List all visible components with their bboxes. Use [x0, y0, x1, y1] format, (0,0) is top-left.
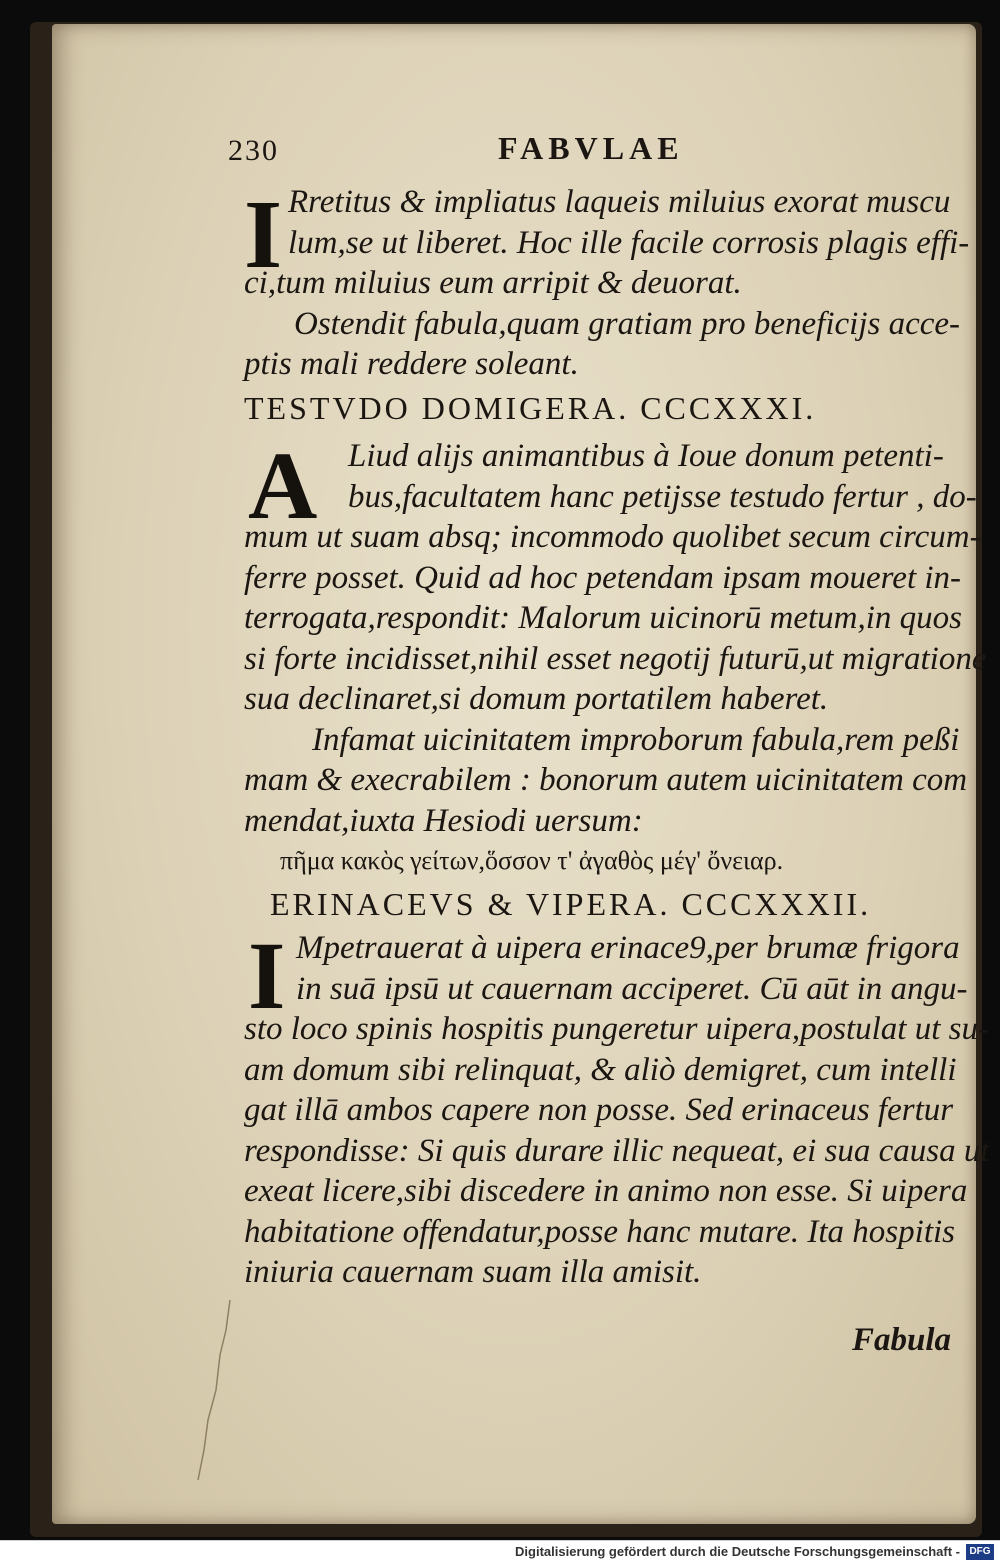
fable2-line: Liud alijs animantibus à Ioue donum petenti- [348, 438, 944, 474]
fable2-line: si forte incidisset,nihil esset negotij futurū,ut migratione [244, 640, 987, 677]
fable2-line: terrogata,respondit: Malorum uicinorū metum,in quos [244, 600, 963, 636]
dropcap-fable3: I [248, 922, 286, 1029]
fable3-line: iniuria cauernam suam illa amisit. [244, 1254, 702, 1290]
fable2-text [348, 436, 977, 517]
greek-verse: πῆμα κακὸς γείτων,ὅσσον τ' ἀγαθὸς μέγ' ὄνειαρ. [280, 846, 784, 875]
catchword: Fabula [852, 1322, 952, 1358]
fable1-moral-line: Ostendit fabula,quam gratiam pro beneficijs acce- [294, 305, 961, 342]
fable1-line: ci,tum miluius eum arripit & deuorat. [244, 265, 742, 301]
footer-credit: Digitalisierung gefördert durch die Deutsche Forschungsgemeinschaft - [515, 1544, 960, 1559]
fable2-line: mum ut suam absq; incommodo quolibet secum circum- [244, 519, 981, 555]
fable2-moral-line: mendat,iuxta Hesiodi uersum: [244, 802, 643, 839]
fable3-text [296, 928, 968, 1009]
fable2-line: ferre posset. Quid ad hoc petendam ipsam moueret in- [244, 559, 962, 596]
dfg-logo-icon: DFG [966, 1544, 994, 1560]
fable2-moral-line: Infamat uicinitatem improborum fabula,rem peßi [312, 721, 960, 758]
fable3-text-cont [244, 1009, 989, 1293]
dropcap-fable2: A [248, 432, 318, 539]
fable3-line: am domum sibi relinquat, & aliò demigret, cum intelli [244, 1051, 957, 1088]
fable3-line: respondisse: Si quis durare illic nequeat, ei sua causa ut [244, 1132, 990, 1169]
fable3-line: Mpetrauerat à uipera erinace9,per brumæ frigora [296, 930, 960, 966]
fable3-line: in suā ipsū ut cauernam acciperet. Cū aūt in angu- [296, 970, 968, 1007]
fable2-line: bus,facultatem hanc petijsse testudo fertur , do- [348, 478, 977, 515]
fable1-line: Rretitus & impliatus laqueis miluius exorat muscu [288, 184, 951, 220]
fable1-moral-line: ptis mali reddere soleant. [244, 346, 579, 382]
fable3-line: gat illā ambos capere non posse. Sed erinaceus fertur [244, 1092, 954, 1128]
fable1-text [288, 182, 969, 263]
fable1-line: lum,se ut liberet. Hoc ille facile corrosis plagis effi- [288, 224, 970, 261]
fable2-heading: TESTVDO DOMIGERA. CCCXXXI. [244, 390, 817, 426]
fable3-line: habitatione offendatur,posse hanc mutare. Ita hospitis [244, 1213, 955, 1250]
fable3-heading: ERINACEVS & VIPERA. CCCXXXII. [270, 886, 872, 922]
footer-bar [0, 1540, 1000, 1564]
running-head: FABVLAE [498, 130, 684, 166]
dropcap-fable1: I [244, 181, 283, 289]
fable1-text-cont [244, 263, 960, 385]
fable2-line: sua declinaret,si domum portatilem haberet. [244, 681, 829, 717]
fable2-moral-line: mam & execrabilem : bonorum autem uicinitatem com [244, 762, 968, 798]
fable3-line: sto loco spinis hospitis pungeretur uipera,postulat ut su- [244, 1011, 989, 1047]
fable3-line: exeat licere,sibi discedere in animo non esse. Si uipera [244, 1173, 968, 1209]
page-crack [190, 1300, 250, 1480]
fable2-text-cont [244, 517, 986, 882]
folio-number: 230 [228, 134, 279, 167]
